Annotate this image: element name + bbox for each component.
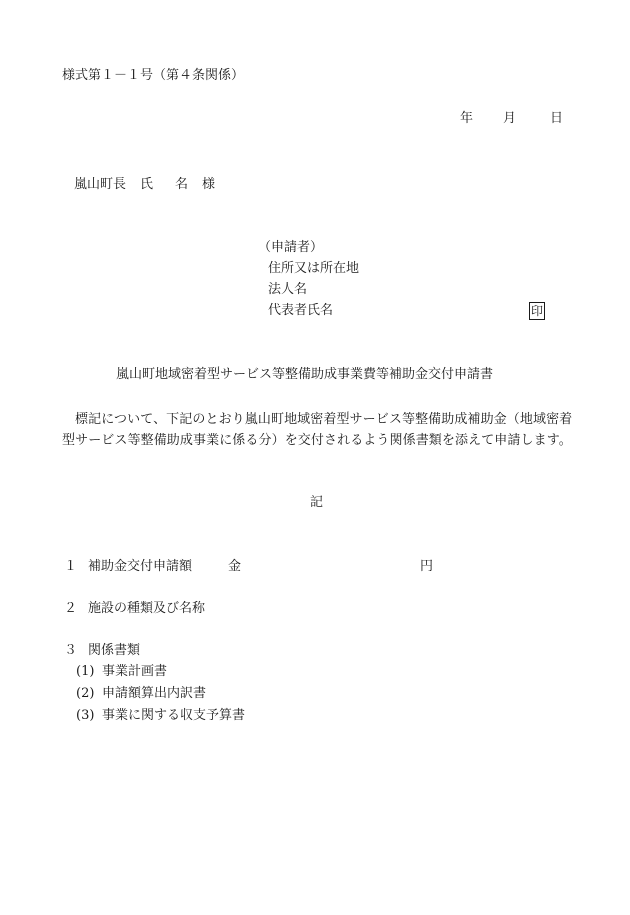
document-label: 事業計画書 [102,664,168,679]
amount-suffix: 円 [420,559,434,574]
addressee-shi: 氏 [140,177,154,192]
seal-mark: 印 [531,304,544,318]
ki-heading: 記 [310,495,324,510]
date-year: 年 [460,111,474,126]
addressee-mei: 名 [175,177,189,192]
date-month: 月 [503,111,517,126]
item-facility-type [64,601,205,617]
item-related-documents [64,643,140,659]
applicant-heading: （申請者） [258,240,324,255]
document-number: (3) [76,708,95,723]
document-number: (2) [76,686,95,701]
applicant-address-label: 住所又は所在地 [268,261,360,276]
applicant-corporation-label: 法人名 [268,282,308,297]
date-line [460,111,563,127]
form-number: 様式第１－１号（第４条関係） [62,68,245,83]
document-list-item [76,664,167,680]
document-title: 嵐山町地域密着型サービス等整備助成事業費等補助金交付申請書 [116,367,494,382]
item-application-amount [64,559,434,575]
item-number: ２ [64,601,78,616]
body-paragraph: 標記について、下記のとおり嵐山町地域密着型サービス等整備助成補助金（地域密着型サービス等整備助成事業に係る分）を交付されるよう関係書類を添えて申請します。 [62,412,573,448]
item-number: ３ [64,643,78,658]
document-number: (1) [76,664,95,679]
document-label: 申請額算出内訳書 [102,686,207,701]
amount-prefix: 金 [228,559,242,574]
addressee [74,177,215,193]
document-label: 事業に関する収支予算書 [102,708,246,723]
applicant-representative-label: 代表者氏名 [268,303,334,318]
addressee-sama: 様 [202,177,216,192]
date-day: 日 [550,111,564,126]
item-number: １ [64,559,78,574]
item-label: 関係書類 [88,643,141,658]
document-list-item [76,686,206,702]
item-label: 施設の種類及び名称 [88,601,206,616]
item-label: 補助金交付申請額 [88,559,193,574]
addressee-office: 嵐山町長 [74,177,127,192]
document-list-item [76,708,245,724]
